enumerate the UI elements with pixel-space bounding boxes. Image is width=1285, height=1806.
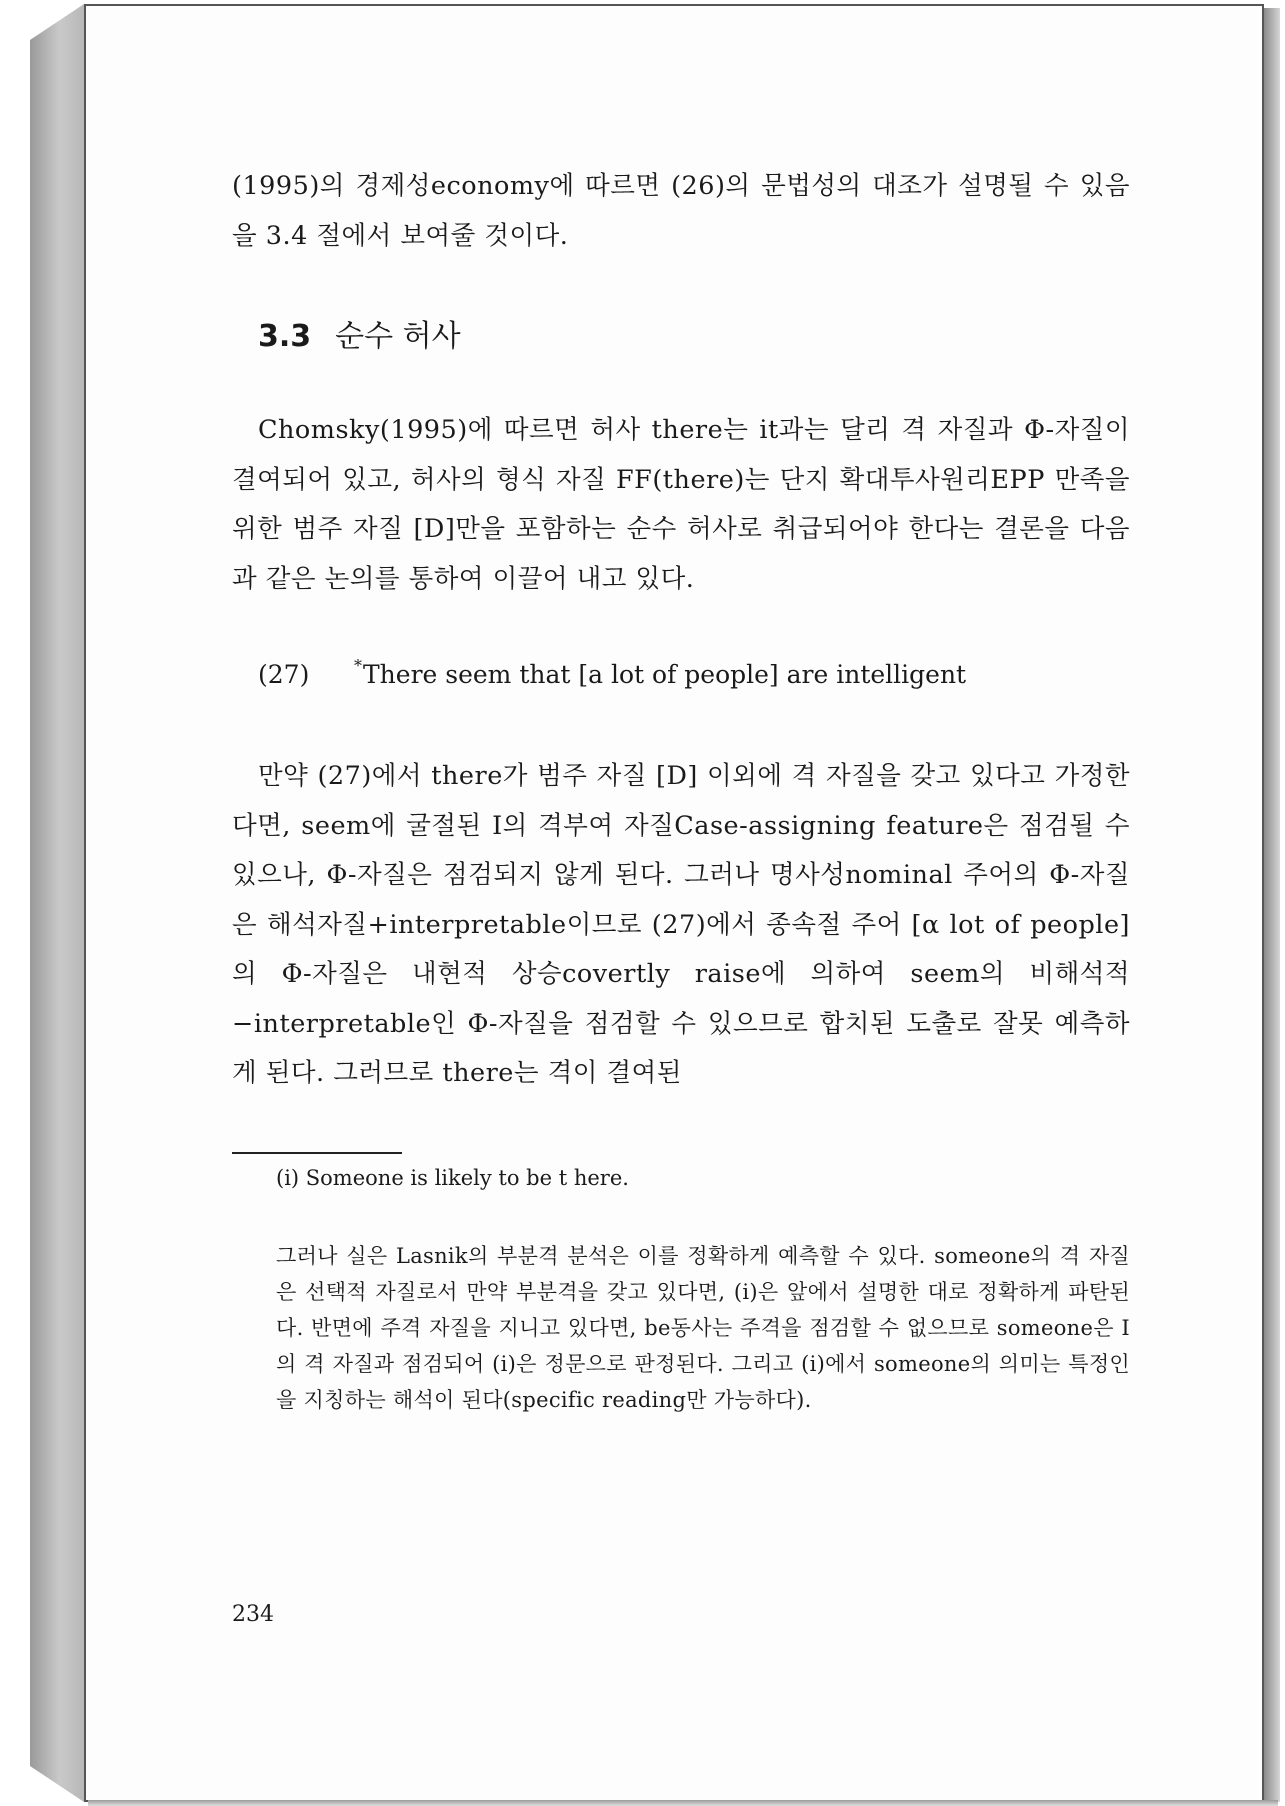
example-sentence: There seem that [a lot of people] are intelligent — [363, 660, 967, 689]
section-heading — [258, 311, 461, 355]
example-number: (27) — [258, 660, 310, 689]
section-number: 3.3 — [258, 319, 312, 354]
footnote-rule — [232, 1152, 402, 1154]
footnote-example: (i) Someone is likely to be t here. — [276, 1166, 629, 1190]
page-edge-shadow — [1264, 8, 1280, 1802]
page-number: 234 — [232, 1602, 274, 1627]
body-paragraph-1: Chomsky(1995)에 따르면 허사 there는 it과는 달리 격 자질과 Φ-자질이 결여되어 있고, 허사의 형식 자질 FF(there)는 단지 확대투사원리EPP 만족을 위한 범주 자질 [D]만을 포함하는 순수 허사로 취급되어야 한다는 결론을 다음과 같은 논의를 통하여 이끌어 내고 있다. — [232, 415, 1130, 594]
section-title: 순수 허사 — [335, 319, 461, 354]
book-spine — [30, 4, 84, 1802]
footnote-text: 그러나 실은 Lasnik의 부분격 분석은 이를 정확하게 예측할 수 있다. someone의 격 자질은 선택적 자질로서 만약 부분격을 갖고 있다면, (i)은 앞에서 설명한 대로 정확하게 파탄된다. 반면에 주격 자질을 지니고 있다면, be동사는 주격을 점검할 수 없으므로 someone은 I의 격 자질과 점검되어 (i)은 정문으로 판정된다. 그리고 (i)에서 someone의 의미는 특정인을 지칭하는 해석이 된다(specific reading만 가능하다). — [276, 1244, 1130, 1412]
page-bottom-shadow — [88, 1800, 1278, 1806]
ungrammatical-mark: * — [354, 656, 362, 675]
example-27 — [258, 656, 966, 689]
body-paragraph-2: 만약 (27)에서 there가 범주 자질 [D] 이외에 격 자질을 갖고 있다고 가정한다면, seem에 굴절된 I의 격부여 자질Case-assigning feature은 점검될 수 있으나, Φ-자질은 점검되지 않게 된다. 그러나 명사성nominal 주어의 Φ-자질은 해석자질+interpretable이므로 (27)에서 종속절 주어 [α lot of people]의 Φ-자질은 내현적 상승covertly raise에 의하여 seem의 비해석적−interpretable인 Φ-자질을 점검할 수 있으므로 합치된 도출로 잘못 예측하게 된다. 그러므로 there는 격이 결여된 — [232, 761, 1130, 1088]
intro-paragraph: (1995)의 경제성economy에 따르면 (26)의 문법성의 대조가 설명될 수 있음을 3.4 절에서 보여줄 것이다. — [232, 171, 1130, 251]
